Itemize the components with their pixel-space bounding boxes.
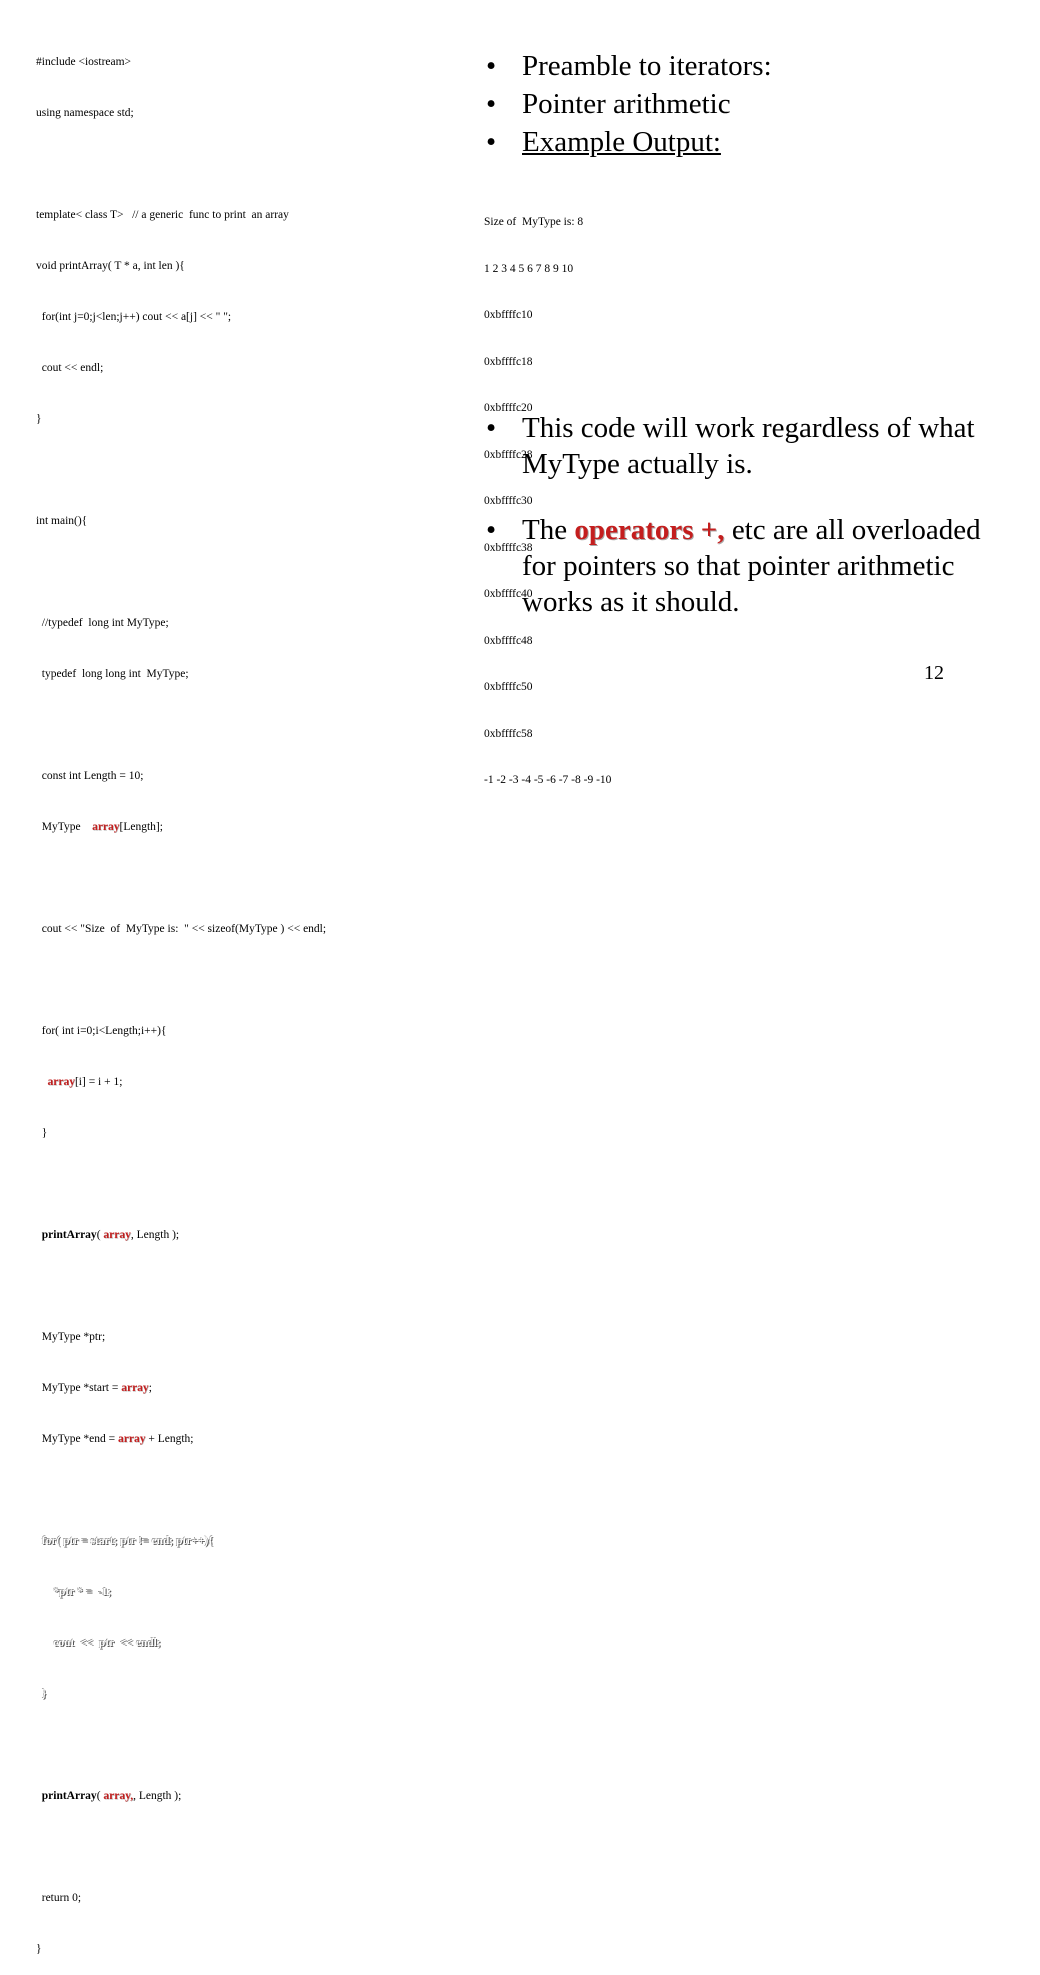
- code-line: [36, 1278, 476, 1295]
- bullet-item: [486, 86, 1006, 122]
- bullet-item: [486, 48, 1006, 84]
- highlighted-code-line: }: [36, 1688, 47, 1700]
- code-text: MyType *end =: [36, 1433, 119, 1445]
- output-line: 0xbffffc50: [484, 681, 533, 693]
- code-line: for( int i=0;i<Length;i++){: [36, 1025, 167, 1037]
- code-text: + Length;: [145, 1433, 194, 1445]
- bullet-dot-icon: •: [486, 412, 497, 444]
- output-line: -1 -2 -3 -4 -5 -6 -7 -8 -9 -10: [484, 774, 612, 786]
- code-line: cout << endl;: [36, 362, 104, 374]
- printarray-call: printArray: [41, 1790, 97, 1802]
- output-line: 0xbffffc48: [484, 634, 533, 647]
- code-line: for(int j=0;j<len;j++) cout << a[j] << " ";: [36, 311, 232, 323]
- code-line: }: [36, 413, 42, 425]
- code-line: [36, 1431, 476, 1448]
- code-line: [36, 870, 476, 887]
- highlighted-code-line: *ptr * = -1;: [36, 1586, 112, 1598]
- output-line: 0xbffffc10: [484, 309, 533, 321]
- code-text: MyType *start =: [36, 1382, 122, 1394]
- bullet-item: [486, 124, 1006, 160]
- output-line: 1 2 3 4 5 6 7 8 9 10: [484, 262, 574, 275]
- array-keyword: array: [121, 1382, 149, 1394]
- code-text: [Length];: [119, 821, 163, 833]
- code-line: [36, 1380, 476, 1397]
- code-line: #include <iostream>: [36, 56, 132, 68]
- output-line: 0xbffffc18: [484, 355, 533, 368]
- code-text: [36, 1076, 48, 1088]
- code-line: [36, 972, 476, 989]
- output-line: 0xbffffc58: [484, 727, 533, 740]
- page-number: 12: [924, 662, 944, 684]
- array-keyword: array: [92, 821, 120, 833]
- bullet-text: This code will work regardless of what MyType actually is.: [522, 412, 975, 480]
- code-line: [36, 1737, 476, 1754]
- code-line: const int Length = 10;: [36, 770, 144, 782]
- code-line: [36, 819, 476, 836]
- code-line: [36, 462, 476, 479]
- printarray-call: printArray: [41, 1229, 97, 1241]
- highlighted-code-line: for( ptr = start; ptr != end; ptr++){: [36, 1535, 213, 1547]
- code-line: }: [36, 1943, 42, 1955]
- output-line: 0xbffffc20: [484, 402, 533, 414]
- code-line: [36, 1176, 476, 1193]
- bullet-dot-icon: •: [486, 514, 497, 546]
- code-line: [36, 1839, 476, 1856]
- bullet-dot-icon: •: [486, 88, 497, 120]
- array-keyword: array,: [103, 1790, 134, 1802]
- output-line: 0xbffffc38: [484, 541, 533, 554]
- code-text: [i] = i + 1;: [74, 1076, 123, 1088]
- bullet-text: Pointer arithmetic: [522, 88, 731, 120]
- code-line: [36, 1788, 476, 1805]
- code-line: void printArray( T * a, int len ){: [36, 260, 185, 272]
- code-line: typedef long long int MyType;: [36, 668, 189, 680]
- code-line: template< class T> // a generic func to print an array: [36, 209, 289, 221]
- code-line: [36, 717, 476, 734]
- code-text: MyType: [36, 821, 93, 833]
- bullet-dot-icon: •: [486, 50, 497, 82]
- code-text: ;: [148, 1382, 152, 1394]
- code-line: cout << "Size of MyType is: " << sizeof(MyType ) << endl;: [36, 923, 327, 935]
- output-line: 0xbffffc40: [484, 588, 533, 600]
- bullet-text: Preamble to iterators:: [522, 50, 772, 82]
- array-keyword: array: [103, 1229, 131, 1241]
- code-line: return 0;: [36, 1892, 82, 1904]
- example-output: [484, 184, 611, 804]
- code-line: [36, 1227, 476, 1244]
- operators-highlight: operators +,: [574, 514, 725, 546]
- array-keyword: array: [47, 1076, 75, 1088]
- code-listing: [36, 20, 476, 1975]
- code-line: int main(){: [36, 515, 88, 527]
- code-line: }: [36, 1127, 48, 1139]
- code-line: using namespace std;: [36, 107, 134, 119]
- code-line: [36, 156, 476, 173]
- code-line: [36, 1482, 476, 1499]
- bullet-text: Example Output:: [522, 126, 721, 158]
- output-line: 0xbffffc28: [484, 448, 533, 461]
- output-line: 0xbffffc30: [484, 495, 533, 507]
- bullet-text-prefix: The: [522, 514, 575, 546]
- array-keyword: array: [118, 1433, 146, 1445]
- code-text: , Length );: [130, 1229, 180, 1241]
- bullet-text-suffix: etc are all overloaded for pointers so that pointer arithmetic works as it should.: [522, 514, 981, 618]
- code-text: , Length );: [133, 1790, 182, 1802]
- code-line: MyType *ptr;: [36, 1331, 106, 1343]
- code-line: [36, 564, 476, 581]
- highlighted-code-line: cout << ptr << endl;: [36, 1637, 161, 1649]
- code-text: (: [96, 1229, 104, 1241]
- bullet-dot-icon: •: [486, 126, 497, 158]
- code-text: (: [96, 1790, 104, 1802]
- code-line: [36, 1074, 476, 1091]
- code-line: //typedef long int MyType;: [36, 617, 169, 629]
- output-line: Size of MyType is: 8: [484, 216, 584, 228]
